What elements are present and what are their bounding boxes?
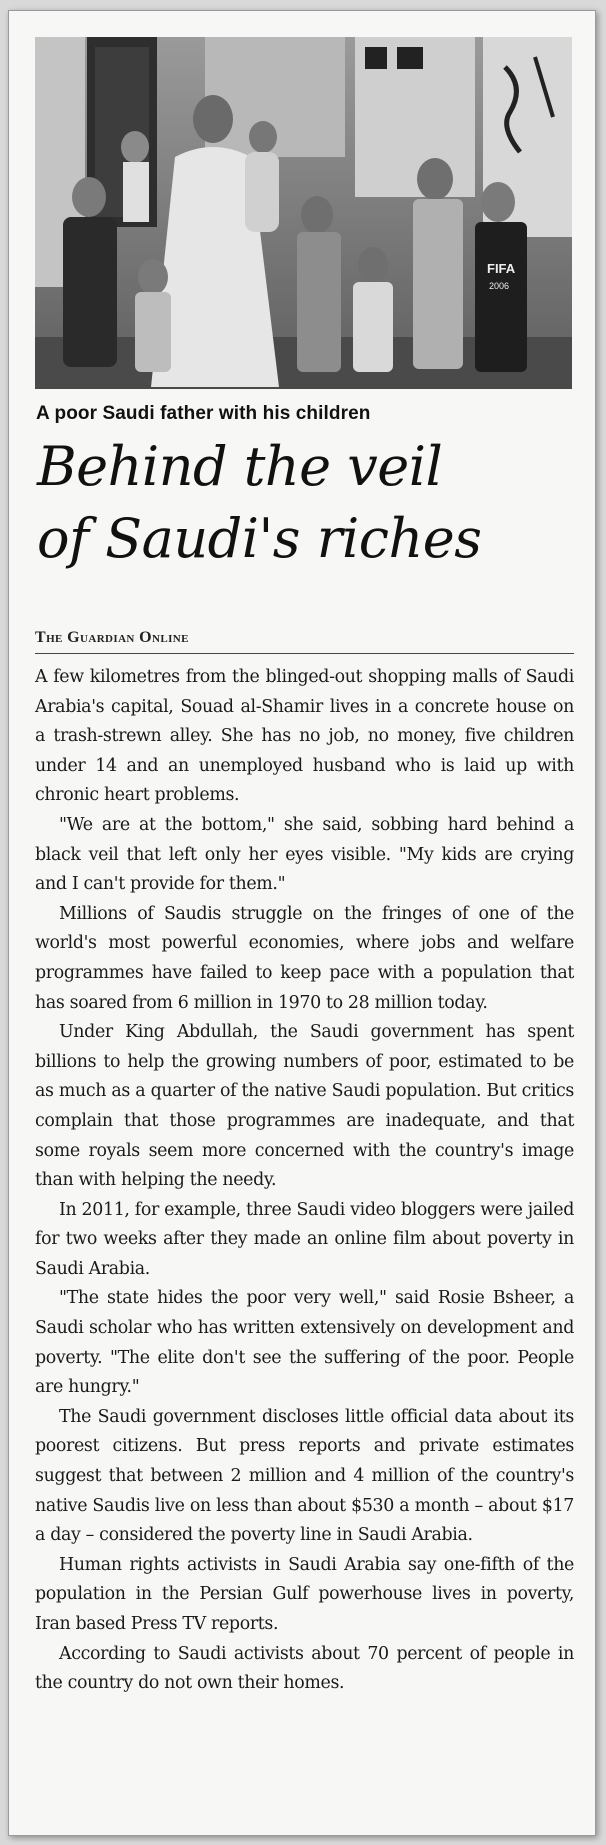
family-photo-icon (35, 37, 572, 389)
article-photo (35, 37, 572, 389)
article-paragraph: "The state hides the poor very well," said Rosie Bsheer, a Saudi scholar who has written extensively on development and poverty. "The elite don't see the suffering of the poor. People are hungry." (35, 1288, 574, 1398)
jersey-year: 2006 (489, 281, 510, 291)
byline-divider (35, 653, 574, 654)
article-paragraph: Under King Abdullah, the Saudi government has spent billions to help the growing numbers of poor, estimated to be as much as a quarter of the native Saudi population. But critics complain that those programmes are inadequate, and that some royals seem more concerned with the country's image than with helping the needy. (35, 1022, 574, 1191)
article-paragraph: A few kilometres from the blinged-out shopping malls of Saudi Arabia's capital, Souad al-Shamir lives in a concrete house on a trash-strewn alley. She has no job, no money, five children under 14 and an unemployed husband who is laid up with chronic heart problems. (35, 667, 574, 806)
newspaper-clipping (8, 10, 596, 1836)
photo-caption: A poor Saudi father with his children (36, 403, 371, 424)
article-paragraph: Human rights activists in Saudi Arabia say one-fifth of the population in the Persian Gulf powerhouse lives in poverty, Iran based Press TV reports. (35, 1554, 574, 1634)
article-paragraph: According to Saudi activists about 70 percent of people in the country do not own their homes. (35, 1643, 574, 1694)
headline-line-2: of Saudi's riches (37, 507, 482, 570)
headline-line-1: Behind the veil (37, 435, 443, 498)
byline: The Guardian Online (35, 629, 189, 646)
article-paragraph: In 2011, for example, three Saudi video bloggers were jailed for two weeks after they made an online film about poverty in Saudi Arabia. (35, 1199, 574, 1279)
jersey-text: FIFA (487, 261, 516, 276)
article-paragraph: The Saudi government discloses little official data about its poorest citizens. But press reports and private estimates suggest that between 2 million and 4 million of the country's native Saudis live on less than about $530 a month – about $17 a day – considered the poverty line in Saudi Arabia. (35, 1406, 574, 1546)
headline (37, 431, 582, 575)
article-paragraph: Millions of Saudis struggle on the fringes of one of the world's most powerful economies, where jobs and welfare programmes have failed to keep pace with a population that has soared from 6 million in 1970 to 28 million today. (35, 903, 574, 1013)
article-paragraph: "We are at the bottom," she said, sobbing hard behind a black veil that left only her eyes visible. "My kids are crying and I can't provide for them." (35, 814, 574, 895)
article-body (35, 663, 574, 1699)
